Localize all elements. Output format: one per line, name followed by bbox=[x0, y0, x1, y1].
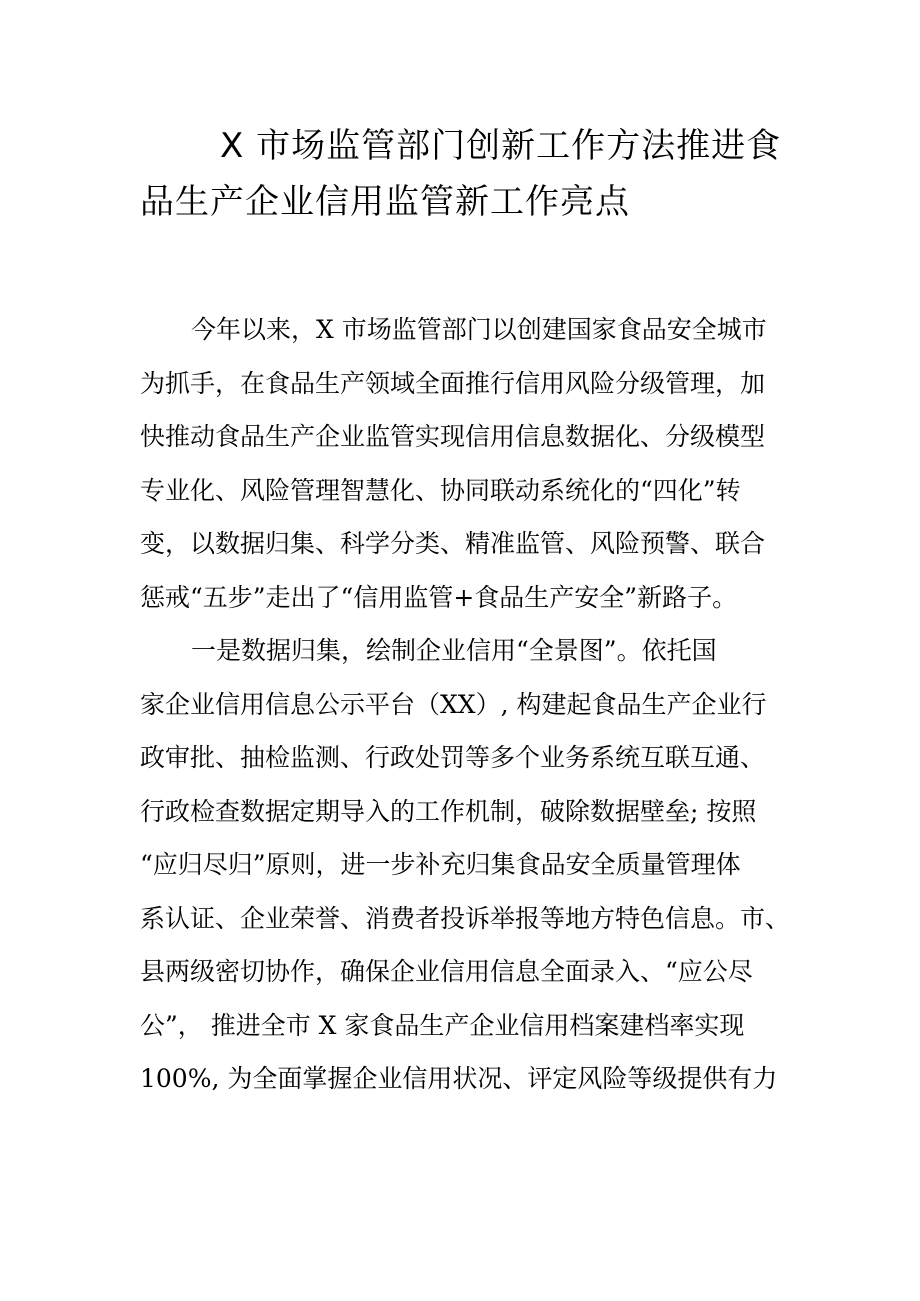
paragraph-1-line: 专业化、风险管理智慧化、协同联动系统化的“四化”转 bbox=[140, 475, 741, 505]
paragraph-1-line: 为抓手，在食品生产领域全面推行信用风险分级管理，加 bbox=[140, 368, 766, 398]
paragraph-1-line: 惩戒“五步”走出了“信用监管+食品生产安全”新路子。 bbox=[140, 582, 738, 612]
paragraph-2-line: 县两级密切协作，确保企业信用信息全面录入、“应公尽 bbox=[140, 957, 753, 986]
paragraph-1-line: 变，以数据归集、科学分类、精准监管、风险预警、联合 bbox=[140, 529, 766, 558]
paragraph-2-line: “应归尽归”原则，进一步补充归集食品安全质量管理体 bbox=[140, 850, 741, 879]
document-body bbox=[140, 303, 791, 1106]
paragraph-1-line: 快推动食品生产企业监管实现信用信息数据化、分级模型 bbox=[140, 422, 766, 451]
paragraph-1-line: 今年以来，X 市场监管部门以创建国家食品安全城市 bbox=[191, 315, 767, 344]
title-line: X 市场监管部门创新工作方法推进食 bbox=[220, 126, 782, 166]
paragraph-2-line: 政审批、抽检监测、行政处罚等多个业务系统互联互通、 bbox=[140, 743, 766, 772]
paragraph-2-line: 系认证、企业荣誉、消费者投诉举报等地方特色信息。市、 bbox=[140, 903, 791, 933]
document-title bbox=[140, 118, 800, 230]
paragraph-2-line: 行政检查数据定期导入的工作机制，破除数据壁垒; 按照 bbox=[140, 796, 757, 826]
paragraph-2-line: 家企业信用信息公示平台（XX）, 构建起食品生产企业行 bbox=[140, 689, 767, 719]
paragraph-2-line: 100%, 为全面掌握企业信用状况、评定风险等级提供有力 bbox=[140, 1064, 778, 1093]
paragraph-2-line: 一是数据归集，绘制企业信用“全景图”。依托国 bbox=[191, 636, 717, 665]
paragraph-2-line: 公”， 推进全市 X 家食品生产企业信用档案建档率实现 bbox=[140, 1010, 745, 1040]
title-line: 品生产企业信用监管新工作亮点 bbox=[140, 182, 630, 222]
